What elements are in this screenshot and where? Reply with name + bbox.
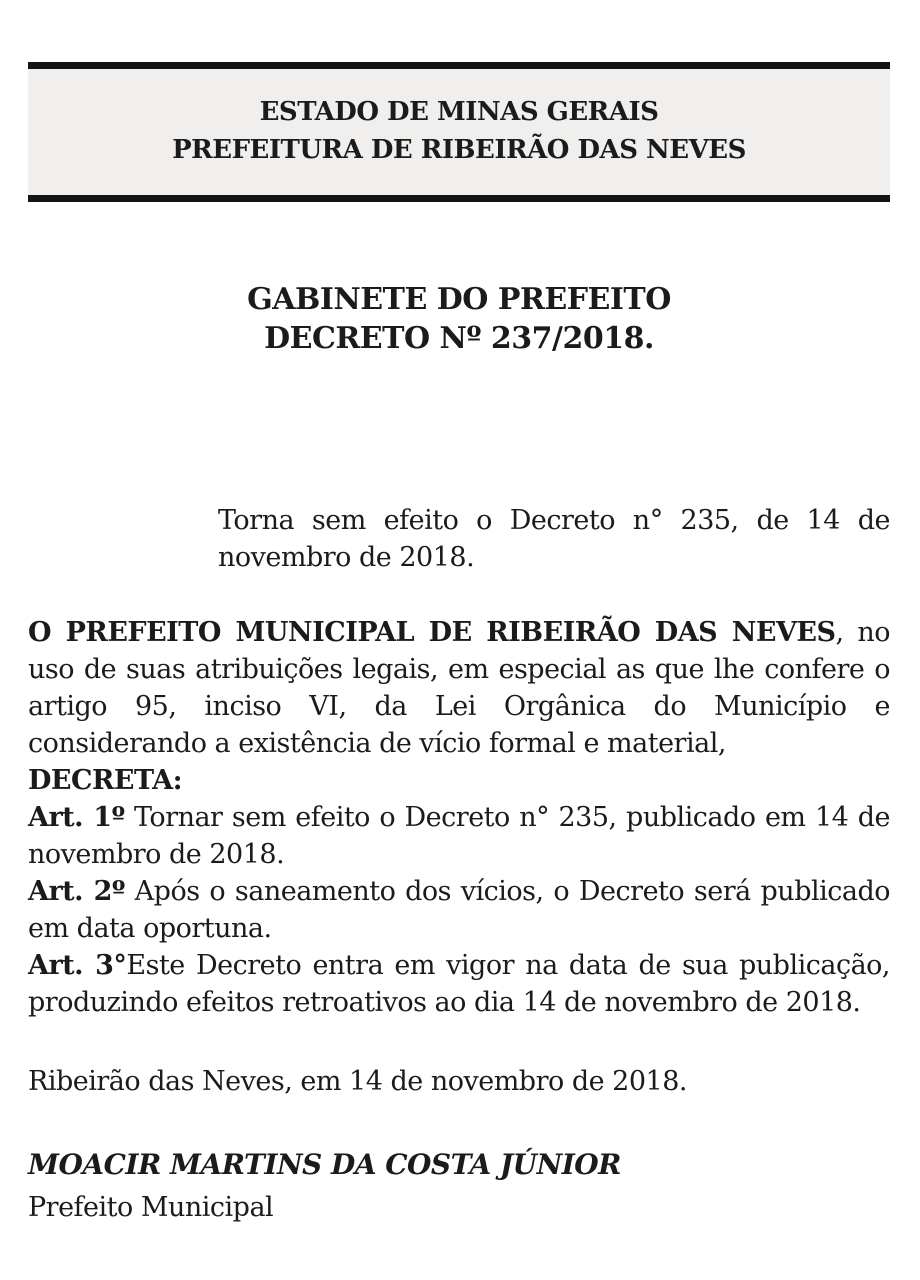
article-1-label: Art. 1º [28,802,125,833]
article-2-label: Art. 2º [28,876,125,907]
title-office-line: GABINETE DO PREFEITO [247,282,671,317]
document-title [28,280,890,358]
letterhead-municipality-line: PREFEITURA DE RIBEIRÃO DAS NEVES [172,135,746,165]
title-decree-number-line: DECRETO Nº 237/2018. [264,321,654,356]
article-2-text: Após o saneamento dos vícios, o Decreto será publicado em data oportuna. [28,876,891,944]
signature-name: MOACIR MARTINS DA COSTA JÚNIOR [28,1148,621,1181]
letterhead-box [28,62,890,202]
preamble-rest-text: , no uso de suas atribuições legais, em especial as que lhe confere o artigo 95, inciso VI, da Lei Orgânica do Município e considerando a existência de vício formal e material, [28,617,890,759]
decreta-heading: DECRETA: [28,765,183,796]
letterhead-state-line: ESTADO DE MINAS GERAIS [259,97,659,127]
article-1-text: Tornar sem efeito o Decreto n° 235, publicado em 14 de novembro de 2018. [28,802,890,870]
ementa-summary: Torna sem efeito o Decreto n° 235, de 14 de novembro de 2018. [218,505,890,573]
article-3-label: Art. 3° [28,950,127,981]
signature-role: Prefeito Municipal [28,1192,274,1223]
preamble-paragraph [28,614,890,762]
article-3-text: Este Decreto entra em vigor na data de sua publicação, produzindo efeitos retroativos ao dia 14 de novembro de 2018. [28,950,891,1018]
dateline: Ribeirão das Neves, em 14 de novembro de 2018. [28,1066,687,1097]
article-1-paragraph [28,799,890,873]
article-2-paragraph [28,873,890,947]
preamble-lead-bold: O PREFEITO MUNICIPAL DE RIBEIRÃO DAS NEVES [28,617,836,648]
article-3-paragraph [28,947,890,1021]
